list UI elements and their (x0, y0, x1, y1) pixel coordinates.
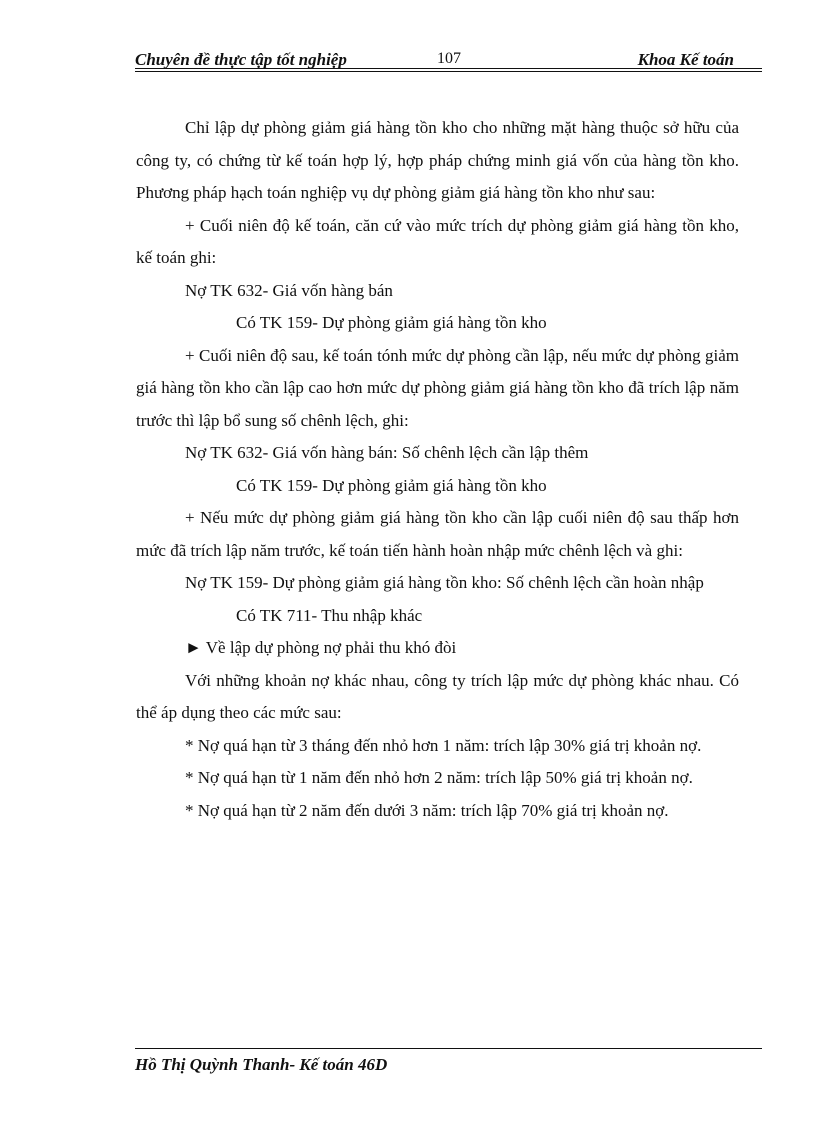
page-footer (135, 1048, 762, 1075)
journal-credit: Có TK 711- Thu nhập khác (236, 605, 423, 625)
header-title: Chuyên đề thực tập tốt nghiệp (135, 50, 347, 69)
footer-rule (135, 1048, 762, 1049)
list-item: * Nợ quá hạn từ 2 năm đến dưới 3 năm: trích lập 70% giá trị khoản nợ. (185, 800, 669, 820)
header-rule-double (135, 71, 762, 72)
footer-author: Hồ Thị Quỳnh Thanh- Kế toán 46D (135, 1055, 388, 1074)
journal-debit: Nợ TK 159- Dự phòng giảm giá hàng tồn kho: Số chênh lệch cần hoàn nhập (185, 573, 704, 592)
paragraph: + Nếu mức dự phòng giảm giá hàng tồn kho cần lập cuối niên độ sau thấp hơn mức đã trích lập năm trước, kế toán tiến hành hoàn nhập mức chênh lệch và ghi: (136, 508, 739, 560)
journal-debit: Nợ TK 632- Giá vốn hàng bán: Số chênh lệch cần lập thêm (185, 443, 589, 462)
journal-credit: Có TK 159- Dự phòng giảm giá hàng tồn kho (236, 475, 547, 495)
page-header (135, 48, 762, 70)
paragraph: Chỉ lập dự phòng giảm giá hàng tồn kho cho những mặt hàng thuộc sở hữu của công ty, có chứng từ kế toán hợp lý, hợp pháp chứng minh giá vốn của hàng tồn kho. Phương pháp hạch toán nghiệp vụ dự phòng giảm giá hàng tồn kho như sau: (136, 118, 739, 202)
paragraph: + Cuối niên độ sau, kế toán tónh mức dự phòng cần lập, nếu mức dự phòng giảm giá hàng tồn kho cần lập cao hơn mức dự phòng giảm giá hàng tồn kho đã trích lập năm trước thì lập bổ sung số chênh lệch, ghi: (136, 345, 739, 430)
journal-credit: Có TK 159- Dự phòng giảm giá hàng tồn kho (236, 313, 547, 332)
header-department: Khoa Kế toán (637, 50, 734, 69)
header-rule (135, 68, 762, 69)
paragraph: Với những khoản nợ khác nhau, công ty trích lập mức dự phòng khác nhau. Có thể áp dụng theo các mức sau: (136, 670, 739, 722)
list-item: * Nợ quá hạn từ 1 năm đến nhỏ hơn 2 năm: trích lập 50% giá trị khoản nợ. (185, 768, 693, 787)
section-heading: ► Về lập dự phòng nợ phải thu khó đòi (185, 638, 457, 657)
list-item: * Nợ quá hạn từ 3 tháng đến nhỏ hơn 1 năm: trích lập 30% giá trị khoản nợ. (185, 735, 702, 755)
journal-debit: Nợ TK 632- Giá vốn hàng bán (185, 280, 393, 300)
page-number: 107 (437, 50, 461, 67)
paragraph: + Cuối niên độ kế toán, căn cứ vào mức trích dự phòng giảm giá hàng tồn kho, kế toán ghi: (136, 215, 739, 267)
page-body (136, 112, 739, 827)
